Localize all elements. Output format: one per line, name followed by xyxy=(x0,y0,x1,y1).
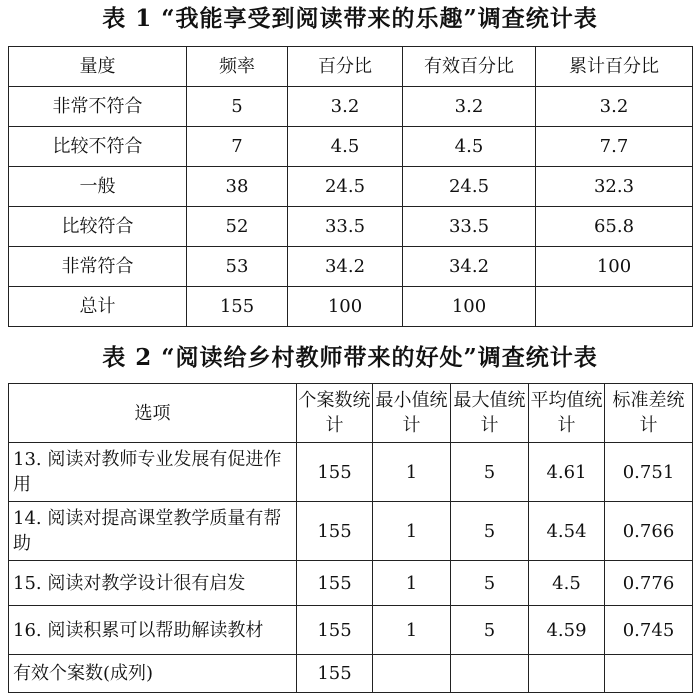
table-cell: 1 xyxy=(373,561,451,606)
table-cell: 5 xyxy=(451,502,529,561)
table1-header-cell: 量度 xyxy=(9,47,187,87)
table-cell: 非常不符合 xyxy=(9,87,187,127)
table2-header-cell: 最小值统计 xyxy=(373,384,451,443)
table1-header-cell: 有效百分比 xyxy=(403,47,536,87)
table1-header-cell: 百分比 xyxy=(288,47,403,87)
table-row xyxy=(9,443,693,502)
table-cell: 3.2 xyxy=(536,87,693,127)
table-cell: 1 xyxy=(373,443,451,502)
table2-header-cell: 个案数统计 xyxy=(297,384,373,443)
table-row xyxy=(9,207,693,247)
table-cell: 1 xyxy=(373,502,451,561)
table-cell xyxy=(451,655,529,693)
table-cell: 4.61 xyxy=(529,443,605,502)
table-cell: 100 xyxy=(536,247,693,287)
table1-header-cell: 累计百分比 xyxy=(536,47,693,87)
table-cell: 总计 xyxy=(9,287,187,327)
table2-caption: 表 2 “阅读给乡村教师带来的好处”调查统计表 xyxy=(102,344,598,371)
table-cell: 38 xyxy=(187,167,288,207)
table-cell: 5 xyxy=(451,561,529,606)
table-cell xyxy=(536,287,693,327)
table-cell: 155 xyxy=(187,287,288,327)
table-cell: 53 xyxy=(187,247,288,287)
table-cell: 7.7 xyxy=(536,127,693,167)
table-cell: 5 xyxy=(451,443,529,502)
table1-header-cell: 频率 xyxy=(187,47,288,87)
table-cell xyxy=(529,655,605,693)
table-cell: 32.3 xyxy=(536,167,693,207)
table-cell-item: 有效个案数(成列) xyxy=(9,655,297,693)
table-row xyxy=(9,561,693,606)
table-row xyxy=(9,502,693,561)
table-cell-item: 13. 阅读对教师专业发展有促进作用 xyxy=(9,443,297,502)
table-row xyxy=(9,87,693,127)
table-cell: 5 xyxy=(187,87,288,127)
table2 xyxy=(8,383,693,693)
table-cell: 非常符合 xyxy=(9,247,187,287)
table-cell: 155 xyxy=(297,606,373,655)
table-cell: 4.5 xyxy=(529,561,605,606)
table-cell: 34.2 xyxy=(288,247,403,287)
table-cell xyxy=(373,655,451,693)
table-cell: 33.5 xyxy=(403,207,536,247)
table-cell: 65.8 xyxy=(536,207,693,247)
table-cell: 24.5 xyxy=(403,167,536,207)
table2-header-cell: 选项 xyxy=(9,384,297,443)
table-row xyxy=(9,167,693,207)
table-row xyxy=(9,606,693,655)
table-cell: 比较符合 xyxy=(9,207,187,247)
table2-header-cell: 平均值统计 xyxy=(529,384,605,443)
table2-header-row xyxy=(9,384,693,443)
table-cell: 4.59 xyxy=(529,606,605,655)
table-cell: 比较不符合 xyxy=(9,127,187,167)
table-cell: 1 xyxy=(373,606,451,655)
table-row-total xyxy=(9,287,693,327)
table-cell-item: 15. 阅读对教学设计很有启发 xyxy=(9,561,297,606)
table-cell: 3.2 xyxy=(403,87,536,127)
table-cell: 7 xyxy=(187,127,288,167)
table-cell: 5 xyxy=(451,606,529,655)
table-cell: 4.54 xyxy=(529,502,605,561)
table-cell: 100 xyxy=(288,287,403,327)
table-cell: 155 xyxy=(297,502,373,561)
table-cell: 0.745 xyxy=(605,606,693,655)
table-cell-item: 16. 阅读积累可以帮助解读教材 xyxy=(9,606,297,655)
table-cell xyxy=(605,655,693,693)
table-row-total xyxy=(9,655,693,693)
table-cell: 100 xyxy=(403,287,536,327)
table1-header-row xyxy=(9,47,693,87)
table-cell: 155 xyxy=(297,443,373,502)
table-cell: 0.751 xyxy=(605,443,693,502)
table-row xyxy=(9,247,693,287)
table-cell: 33.5 xyxy=(288,207,403,247)
table-cell: 0.766 xyxy=(605,502,693,561)
table1-caption: 表 1 “我能享受到阅读带来的乐趣”调查统计表 xyxy=(102,5,598,32)
table-cell: 0.776 xyxy=(605,561,693,606)
table-cell: 4.5 xyxy=(288,127,403,167)
table-row xyxy=(9,127,693,167)
table-cell-item: 14. 阅读对提高课堂教学质量有帮助 xyxy=(9,502,297,561)
table-cell: 52 xyxy=(187,207,288,247)
table-cell: 155 xyxy=(297,561,373,606)
table-cell: 3.2 xyxy=(288,87,403,127)
table-cell: 4.5 xyxy=(403,127,536,167)
table-cell: 34.2 xyxy=(403,247,536,287)
table1 xyxy=(8,46,693,327)
table-cell: 24.5 xyxy=(288,167,403,207)
table-cell: 155 xyxy=(297,655,373,693)
table2-header-cell: 标准差统计 xyxy=(605,384,693,443)
table2-header-cell: 最大值统计 xyxy=(451,384,529,443)
table-cell: 一般 xyxy=(9,167,187,207)
